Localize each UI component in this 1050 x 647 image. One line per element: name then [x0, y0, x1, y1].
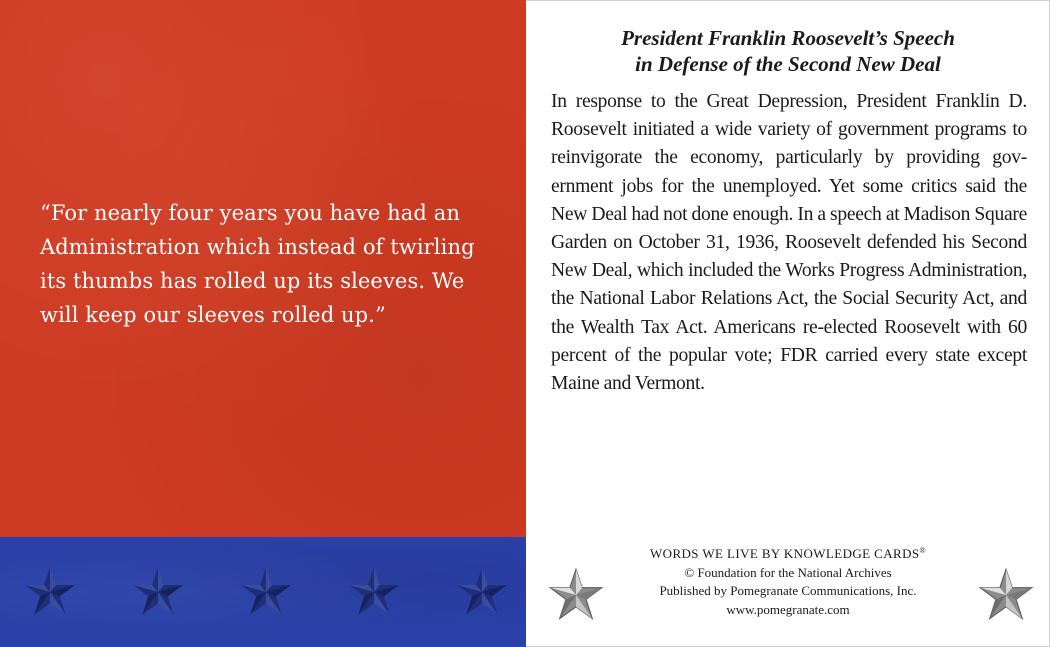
quote-text: “For nearly four years you have had an Administration which instead of twirling its thumbs has rolled up its sleeves. We will keep our sleeves rolled up.” — [40, 201, 475, 327]
star-icon — [978, 567, 1034, 623]
publisher-credits — [526, 542, 1050, 619]
registered-mark: ® — [919, 546, 926, 555]
card-body-text: In response to the Great Depression, President Franklin D. Roosevelt initiated a wide variety of government programs to reinvigorate the economy, particularly by providing gov-ernment jobs for the unemployed. Yet some critics said the New Deal had not done enough. In a speech at Madison Square Garden on October 31, 1936, Roosevelt defended his Second New Deal, which included the Works Progress Administration, the National Labor Relations Act, the Social Security Act, and the Wealth Tax Act. Americans re-elected Roosevelt with 60 percent of the popular vote; FDR carried every state except Maine and Vermont. — [551, 91, 1027, 395]
publisher-line: Published by Pomegranate Communications, Inc. — [659, 583, 917, 598]
star-icon — [239, 565, 293, 619]
star-icon — [347, 565, 401, 619]
series-name: WORDS WE LIVE BY KNOWLEDGE CARDS® — [649, 546, 926, 561]
card-title — [526, 25, 1050, 77]
website-line: www.pomegranate.com — [726, 601, 850, 617]
copyright-line: © Foundation for the National Archives — [684, 564, 892, 580]
card-title-line-1: President Franklin Roosevelt’s Speech — [621, 26, 955, 50]
star-icon — [131, 565, 185, 619]
info-panel — [526, 0, 1050, 647]
star-icon — [23, 565, 77, 619]
card-title-line-2: in Defense of the Second New Deal — [635, 52, 941, 76]
star-icon — [455, 565, 509, 619]
